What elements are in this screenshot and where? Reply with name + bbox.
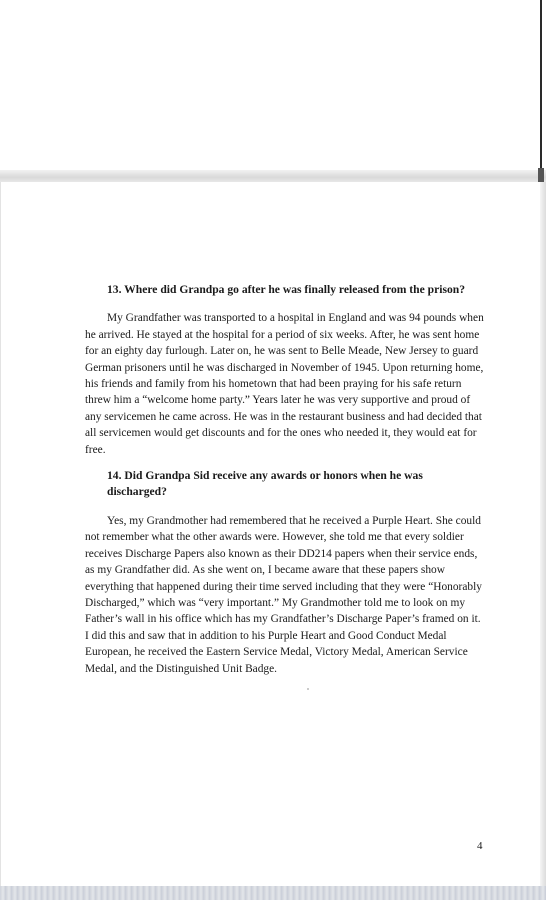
- answer-14-paragraph: Yes, my Grandmother had remembered that he received a Purple Heart. She could not remember what the other awards were. However, she told me that every soldier receives Discharge Papers also known as their DD214 papers when their service ends, as my Grandfather did. As she went on, I became aware that these papers show everything that happened during their time served including that they were “Honorably Discharged,” which was “very important.” My Grandmother told me to look on my Father’s wall in his office which has my Grandfather’s Discharge Paper’s framed on it. I did this and saw that in addition to his Purple Heart and Good Conduct Medal European, he received the Eastern Service Medal, Victory Medal, American Service Medal, and the Distinguished Unit Badge.: [85, 514, 482, 675]
- page-content: [85, 282, 485, 687]
- question-14-heading: 14. Did Grandpa Sid receive any awards or honors when he was discharged?: [107, 469, 423, 499]
- previous-page-sheet: [0, 0, 542, 176]
- page-edge-shadow: [540, 182, 546, 886]
- section-13: [85, 282, 485, 458]
- scanner-bottom-strip: [0, 886, 546, 900]
- page-number: 4: [477, 840, 483, 852]
- question-13-heading: 13. Where did Grandpa go after he was finally released from the prison?: [107, 283, 466, 296]
- section-14: [85, 468, 485, 677]
- page-overlap-shadow: [0, 170, 546, 182]
- answer-13-paragraph: My Grandfather was transported to a hospital in England and was 94 pounds when he arrived. He stayed at the hospital for a period of six weeks. After, he was sent home for an eighty day furlough. Later on, he was sent to Belle Meade, New Jersey to guard German prisoners until he was discharged in November of 1945. Upon returning home, his friends and family from his hometown that had been praying for his safe return threw him a “welcome home party.” Years later he was very supportive and proud of any servicemen he came across. He was in the restaurant business and had decided that all servicemen would get discounts and for the ones who needed it, they would eat for free.: [85, 312, 484, 456]
- scan-speck: [307, 688, 309, 690]
- document-page: [0, 182, 541, 886]
